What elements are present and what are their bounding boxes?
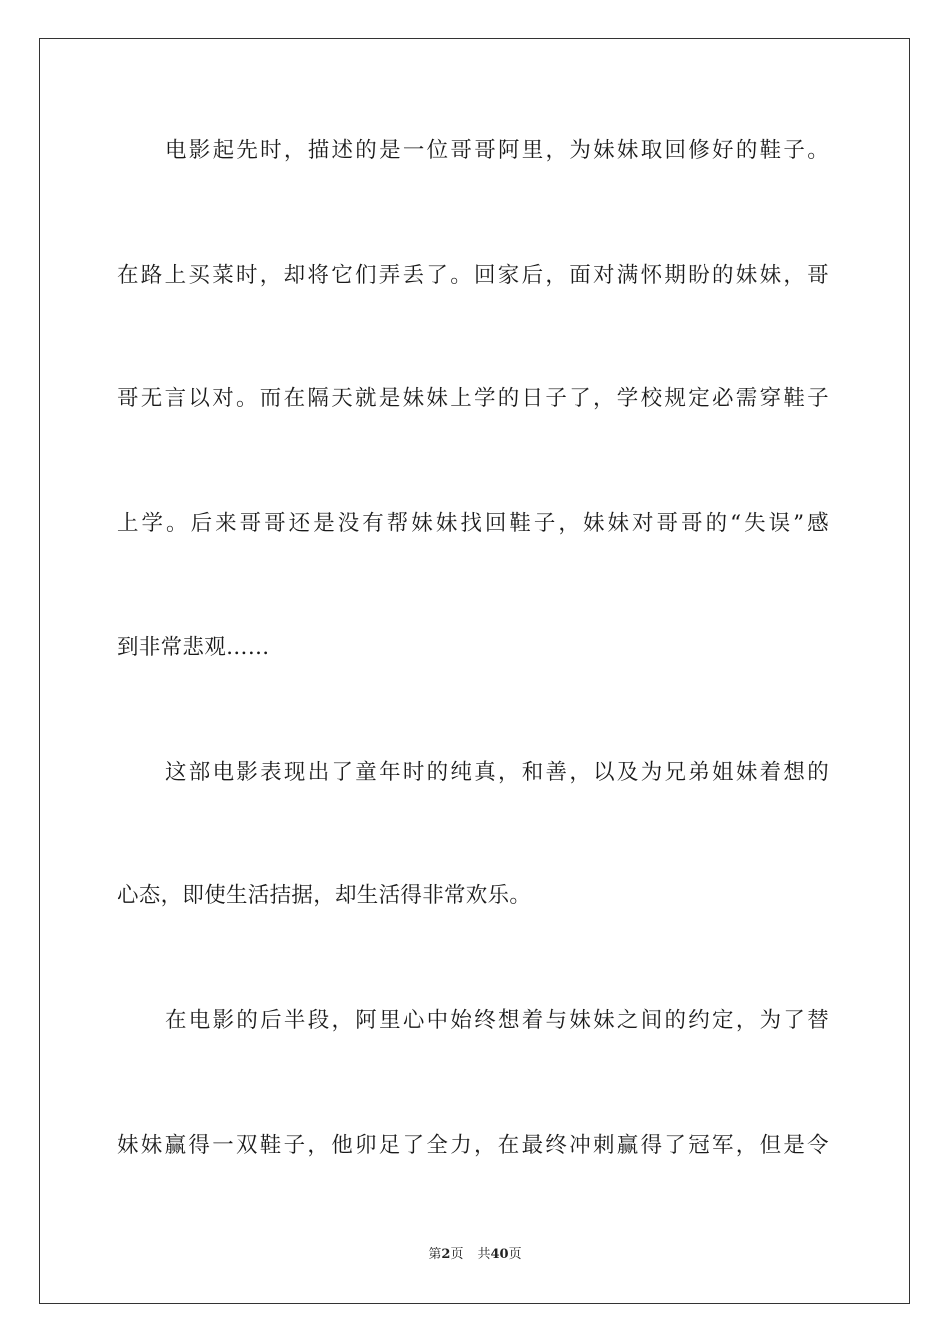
page-prefix: 第 — [428, 1247, 442, 1262]
paragraph-3-line-2: 妹妹赢得一双鞋子，他卯足了全力，在最终冲刺赢得了冠军，但是令 — [117, 1133, 829, 1158]
paragraph-2-line-2: 心态，即使生活拮据，却生活得非常欢乐。 — [117, 883, 532, 908]
total-prefix: 共 — [477, 1247, 491, 1262]
paragraph-1-line-1: 电影起先时，描述的是一位哥哥阿里，为妹妹取回修好的鞋子。 — [165, 138, 829, 163]
paragraph-2-line-1: 这部电影表现出了童年时的纯真，和善，以及为兄弟姐妹着想的 — [165, 760, 829, 785]
page-number: 2 — [441, 1247, 451, 1262]
paragraph-1-line-4: 上学。后来哥哥还是没有帮妹妹找回鞋子，妹妹对哥哥的“失误”感 — [117, 511, 829, 536]
total-pages: 40 — [490, 1247, 509, 1262]
paragraph-1-line-2: 在路上买菜时，却将它们弄丢了。回家后，面对满怀期盼的妹妹，哥 — [117, 263, 829, 288]
paragraph-1-line-3: 哥无言以对。而在隔天就是妹妹上学的日子了，学校规定必需穿鞋子 — [117, 386, 829, 411]
page-frame — [39, 38, 910, 1304]
paragraph-1-line-5: 到非常悲观…… — [117, 635, 270, 660]
page-footer — [0, 1246, 950, 1264]
paragraph-3-line-1: 在电影的后半段，阿里心中始终想着与妹妹之间的约定，为了替 — [165, 1008, 829, 1033]
total-suffix: 页 — [508, 1247, 522, 1262]
page-suffix: 页 — [450, 1247, 464, 1262]
